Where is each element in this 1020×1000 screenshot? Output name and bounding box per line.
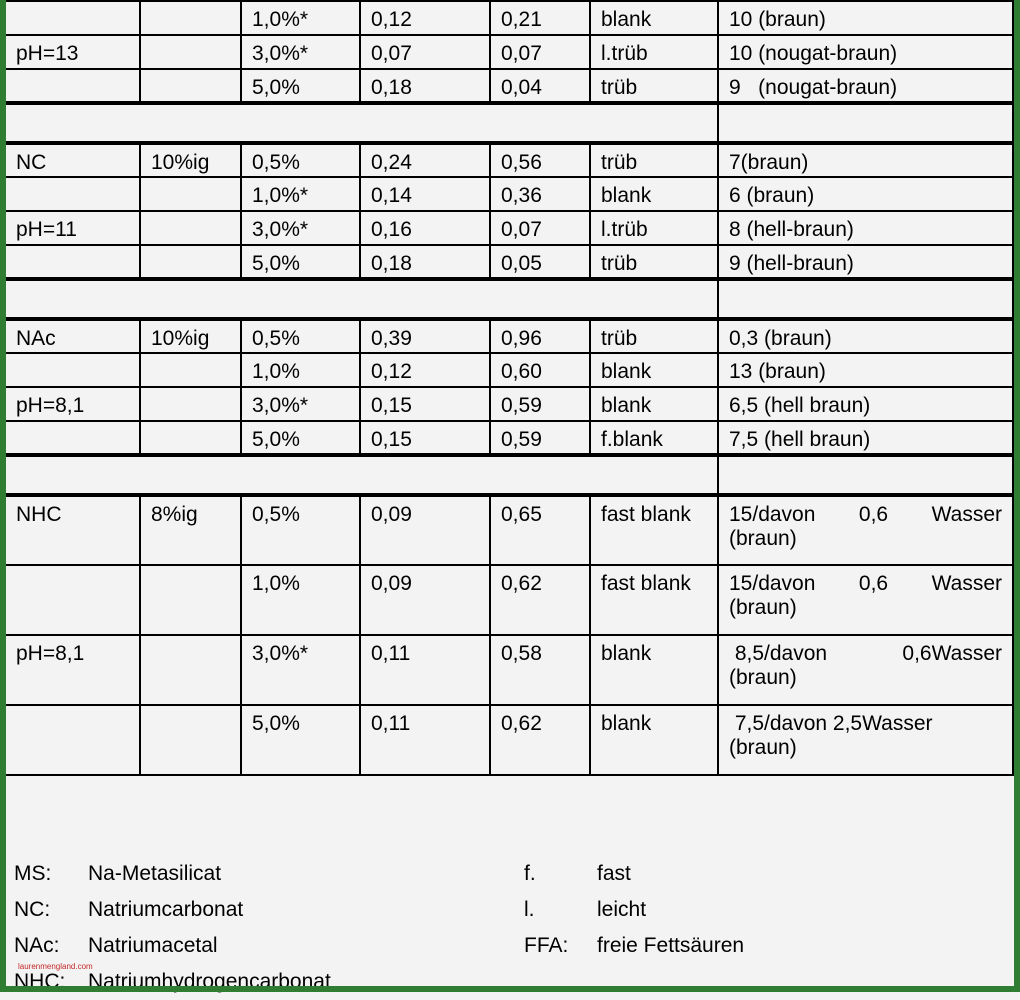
cell-v1: 0,11 — [360, 635, 490, 705]
cell-conc — [140, 635, 241, 705]
cell-conc — [140, 1, 241, 35]
table-row — [5, 387, 1013, 421]
cell-pct: 5,0% — [241, 705, 360, 775]
cell-clarity: l.trüb — [590, 35, 718, 69]
cell-v2: 0,60 — [490, 353, 590, 387]
cell-note: 10 (braun) — [718, 1, 1013, 35]
table-row — [5, 211, 1013, 245]
cell-clarity: blank — [590, 353, 718, 387]
legend — [14, 856, 1004, 1000]
cell-conc — [140, 69, 241, 103]
legend-row — [14, 964, 1004, 1000]
cell-v2: 0,21 — [490, 1, 590, 35]
table-row — [5, 69, 1013, 103]
cell-group — [5, 565, 140, 635]
legend-row — [14, 856, 1004, 892]
cell-group — [5, 1, 140, 35]
cell-v2: 0,59 — [490, 421, 590, 455]
cell-conc: 8%ig — [140, 495, 241, 565]
cell-note: 0,3 (braun) — [718, 319, 1013, 353]
cell-note: 13 (braun) — [718, 353, 1013, 387]
cell-group: pH=13 — [5, 35, 140, 69]
separator-row — [5, 455, 1013, 495]
cell-group — [5, 245, 140, 279]
note-part: 8,5/davon — [729, 642, 828, 665]
legend-row — [14, 928, 1004, 964]
note-line: (braun) — [729, 596, 797, 619]
cell-v1: 0,24 — [360, 143, 490, 177]
cell-v2: 0,62 — [490, 565, 590, 635]
separator-cell — [718, 279, 1013, 319]
cell-group: NC — [5, 143, 140, 177]
cell-group: NHC — [5, 495, 140, 565]
cell-pct: 3,0%* — [241, 211, 360, 245]
legend-value: Natriumhydrogencarbonat — [88, 970, 331, 993]
table-row — [5, 35, 1013, 69]
cell-note — [718, 565, 1013, 635]
cell-group — [5, 177, 140, 211]
table-row — [5, 705, 1013, 775]
note-part: 0,6 — [858, 572, 889, 595]
table-row — [5, 635, 1013, 705]
note-line: (braun) — [729, 666, 797, 689]
note-part: 15/davon — [729, 503, 816, 526]
note-part: Wasser — [931, 572, 1002, 595]
note-line — [729, 503, 1002, 527]
cell-pct: 3,0%* — [241, 387, 360, 421]
legend-key: NHC: — [14, 970, 66, 993]
cell-pct: 0,5% — [241, 495, 360, 565]
cell-clarity: blank — [590, 635, 718, 705]
note-part: 15/davon — [729, 572, 816, 595]
cell-v2: 0,05 — [490, 245, 590, 279]
cell-conc — [140, 387, 241, 421]
cell-conc — [140, 353, 241, 387]
cell-conc — [140, 705, 241, 775]
table-row — [5, 1, 1013, 35]
cell-v2: 0,07 — [490, 35, 590, 69]
separator-cell — [5, 279, 718, 319]
table-row — [5, 353, 1013, 387]
cell-v1: 0,09 — [360, 565, 490, 635]
cell-conc — [140, 565, 241, 635]
legend-key: f. — [524, 862, 536, 885]
cell-group: pH=8,1 — [5, 635, 140, 705]
cell-v2: 0,62 — [490, 705, 590, 775]
cell-note: 9 (hell-braun) — [718, 245, 1013, 279]
results-table — [4, 0, 1014, 776]
separator-cell — [5, 103, 718, 143]
legend-key: NC: — [14, 898, 51, 921]
cell-pct: 1,0% — [241, 565, 360, 635]
cell-v1: 0,09 — [360, 495, 490, 565]
cell-clarity: fast blank — [590, 565, 718, 635]
cell-v1: 0,12 — [360, 353, 490, 387]
cell-note: 6 (braun) — [718, 177, 1013, 211]
cell-note: 6,5 (hell braun) — [718, 387, 1013, 421]
cell-pct: 3,0%* — [241, 35, 360, 69]
legend-value: Natriumacetal — [88, 934, 218, 957]
cell-v1: 0,16 — [360, 211, 490, 245]
note-part: Wasser — [931, 503, 1002, 526]
cell-note — [718, 635, 1013, 705]
watermark: laurenmengland.com — [18, 962, 93, 971]
cell-v1: 0,39 — [360, 319, 490, 353]
cell-v2: 0,07 — [490, 211, 590, 245]
table-row — [5, 421, 1013, 455]
cell-note — [718, 495, 1013, 565]
cell-clarity: trüb — [590, 319, 718, 353]
cell-v2: 0,36 — [490, 177, 590, 211]
cell-conc — [140, 245, 241, 279]
cell-v1: 0,18 — [360, 69, 490, 103]
cell-note: 9 (nougat-braun) — [718, 69, 1013, 103]
cell-pct: 3,0%* — [241, 635, 360, 705]
table-row — [5, 565, 1013, 635]
cell-note: 10 (nougat-braun) — [718, 35, 1013, 69]
cell-pct: 1,0%* — [241, 177, 360, 211]
cell-note — [718, 705, 1013, 775]
cell-v1: 0,18 — [360, 245, 490, 279]
cell-v2: 0,56 — [490, 143, 590, 177]
cell-v2: 0,65 — [490, 495, 590, 565]
cell-conc: 10%ig — [140, 143, 241, 177]
legend-value: fast — [597, 862, 631, 885]
separator-row — [5, 103, 1013, 143]
cell-v2: 0,58 — [490, 635, 590, 705]
cell-group — [5, 705, 140, 775]
cell-v1: 0,15 — [360, 387, 490, 421]
cell-conc — [140, 177, 241, 211]
table-row — [5, 245, 1013, 279]
cell-clarity: blank — [590, 1, 718, 35]
cell-v1: 0,12 — [360, 1, 490, 35]
cell-note: 8 (hell-braun) — [718, 211, 1013, 245]
cell-clarity: l.trüb — [590, 211, 718, 245]
table-row — [5, 143, 1013, 177]
legend-row — [14, 892, 1004, 928]
cell-pct: 5,0% — [241, 69, 360, 103]
note-line — [729, 572, 1002, 596]
table-row — [5, 319, 1013, 353]
cell-conc: 10%ig — [140, 319, 241, 353]
cell-pct: 0,5% — [241, 143, 360, 177]
legend-key: MS: — [14, 862, 52, 885]
legend-key: NAc: — [14, 934, 60, 957]
cell-note: 7(braun) — [718, 143, 1013, 177]
cell-clarity: f.blank — [590, 421, 718, 455]
note-line: (braun) — [729, 527, 797, 550]
separator-cell — [718, 455, 1013, 495]
cell-v2: 0,96 — [490, 319, 590, 353]
cell-conc — [140, 211, 241, 245]
separator-cell — [5, 455, 718, 495]
cell-v1: 0,15 — [360, 421, 490, 455]
cell-pct: 5,0% — [241, 421, 360, 455]
cell-v2: 0,04 — [490, 69, 590, 103]
cell-pct: 1,0% — [241, 353, 360, 387]
cell-clarity: blank — [590, 177, 718, 211]
cell-v1: 0,11 — [360, 705, 490, 775]
cell-v1: 0,14 — [360, 177, 490, 211]
cell-group: pH=11 — [5, 211, 140, 245]
legend-value: Natriumcarbonat — [88, 898, 244, 921]
cell-v1: 0,07 — [360, 35, 490, 69]
note-line — [729, 642, 1002, 666]
cell-clarity: fast blank — [590, 495, 718, 565]
cell-clarity: blank — [590, 705, 718, 775]
note-line: (braun) — [729, 736, 797, 759]
cell-note: 7,5 (hell braun) — [718, 421, 1013, 455]
cell-group — [5, 421, 140, 455]
cell-clarity: blank — [590, 387, 718, 421]
note-line — [729, 712, 1002, 736]
cell-group: NAc — [5, 319, 140, 353]
table-row — [5, 495, 1013, 565]
legend-value: freie Fettsäuren — [597, 934, 745, 957]
cell-conc — [140, 35, 241, 69]
cell-group: pH=8,1 — [5, 387, 140, 421]
legend-key: FFA: — [524, 934, 569, 957]
cell-v2: 0,59 — [490, 387, 590, 421]
cell-pct: 1,0%* — [241, 1, 360, 35]
cell-pct: 0,5% — [241, 319, 360, 353]
legend-value: leicht — [597, 898, 647, 921]
cell-group — [5, 69, 140, 103]
legend-value: Na-Metasilicat — [88, 862, 222, 885]
note-part: 7,5/davon 2,5Wasser — [729, 712, 933, 735]
cell-clarity: trüb — [590, 245, 718, 279]
cell-group — [5, 353, 140, 387]
legend-key: l. — [524, 898, 535, 921]
cell-clarity: trüb — [590, 69, 718, 103]
separator-row — [5, 279, 1013, 319]
note-part: 0,6 — [858, 503, 889, 526]
note-part: 0,6Wasser — [902, 642, 1002, 665]
cell-conc — [140, 421, 241, 455]
cell-clarity: trüb — [590, 143, 718, 177]
cell-pct: 5,0% — [241, 245, 360, 279]
separator-cell — [718, 103, 1013, 143]
table-row — [5, 177, 1013, 211]
